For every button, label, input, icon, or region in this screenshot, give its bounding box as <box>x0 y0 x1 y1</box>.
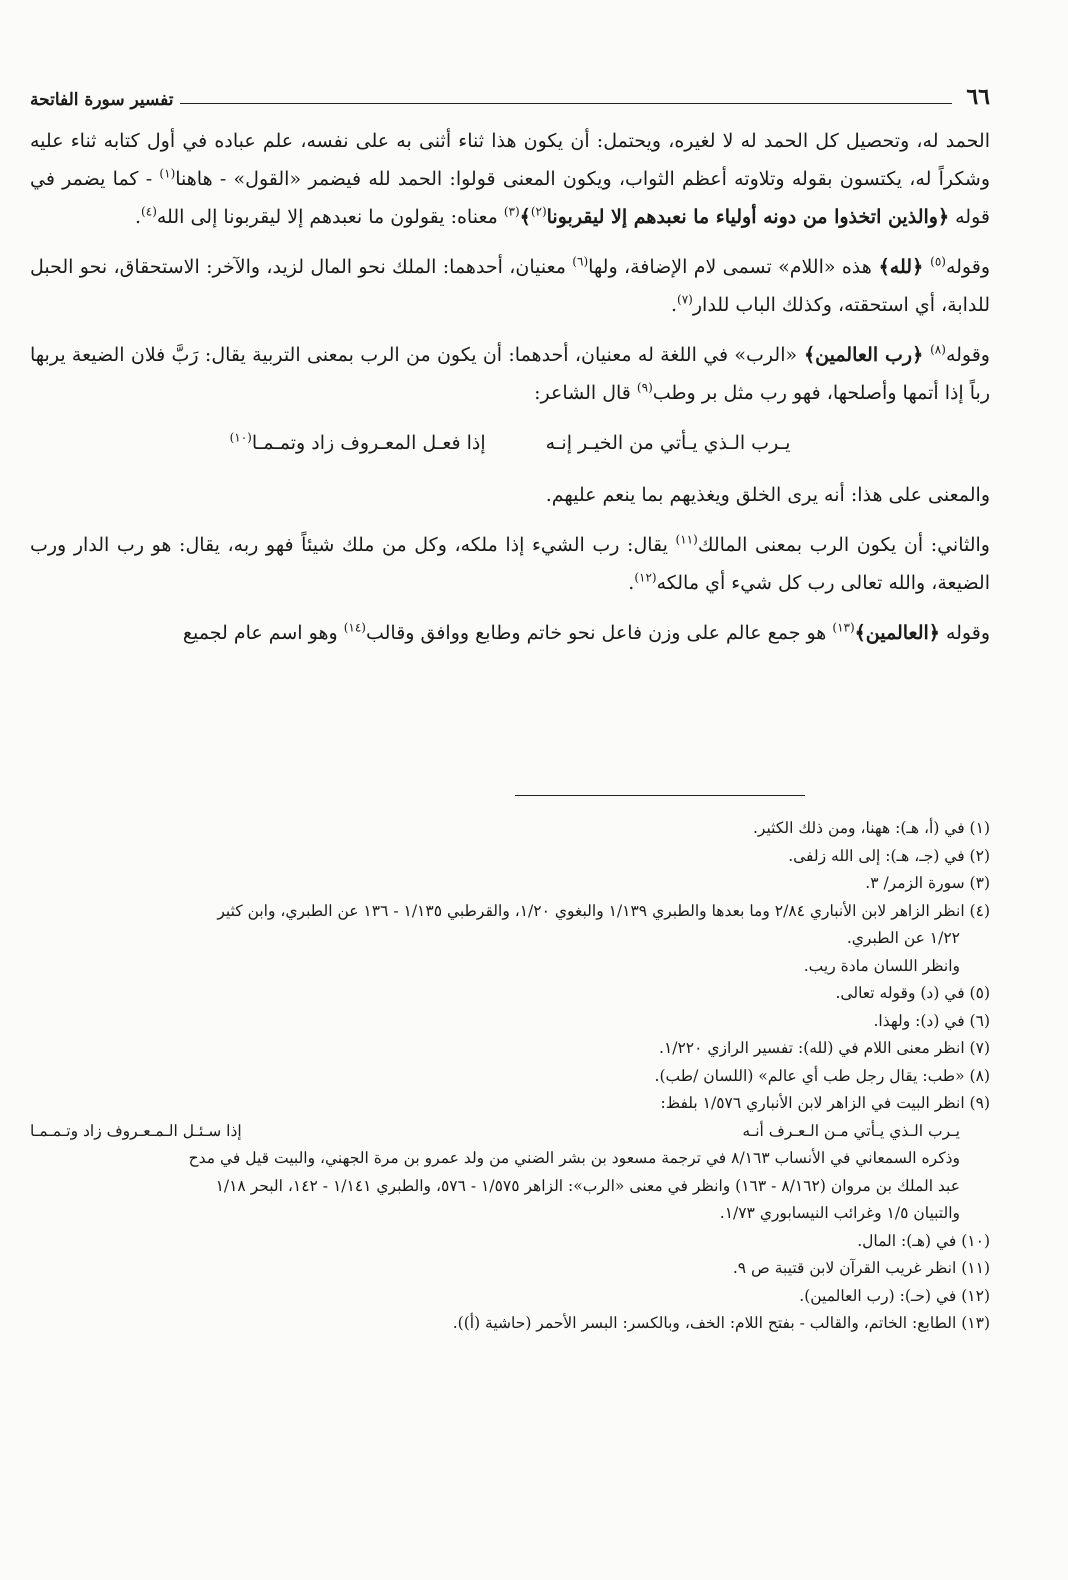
footnote-ref: (٤) <box>141 204 157 219</box>
footnote-ref: (٩) <box>636 380 653 395</box>
paragraph <box>30 526 990 602</box>
footnote: (٣) سورة الزمر/ ٣. <box>865 874 990 892</box>
text-run: والثاني: أن يكون الرب بمعنى المالك <box>697 534 990 556</box>
text-run: وقوله <box>939 622 990 644</box>
footnote-separator <box>515 795 805 796</box>
footnote: (٦) في (د): ولهذا. <box>873 1011 990 1030</box>
paragraph <box>30 248 990 324</box>
footnote-continuation: ١/٢٢ عن الطبري. <box>846 929 960 947</box>
text-run: «الرب» في اللغة له معنيان، أحدهما: أن يكون من الرب بمعنى التربية يقال: رَبَّ فلان الضيعة يربها رباً إذا أتمها وأصلحها، فهو رب مثل بر وطب <box>30 344 990 404</box>
text-run: يقال: رب الشيء إذا ملكه، وكل من ملك شيئاً فهو ربه، يقال: هو رب الدار ورب الضيعة، والله تعالى رب كل شيء أي مالكه <box>30 534 990 594</box>
footnote-ref: (٢) <box>530 204 547 219</box>
footnote-ref: (١١) <box>675 532 698 547</box>
verse-hemistich: يـرب الـذي يـأتي من الخيـر إنـه <box>545 432 791 454</box>
paragraph: والمعنى على هذا: أنه يرى الخلق ويغذيهم بما ينعم عليهم. <box>545 484 990 506</box>
verse-text: إذا فعـل المعـروف زاد وتمـمـا <box>251 432 486 454</box>
footnote-ref: (١٢) <box>634 570 657 585</box>
paragraph <box>30 336 990 412</box>
paragraph <box>30 614 990 652</box>
footnote-ref: (١٤) <box>343 620 366 635</box>
verse-hemistich-2 <box>230 424 486 462</box>
footnote-continuation: عبد الملك بن مروان (٨/١٦٢ - ١٦٣) وانظر في معنى «الرب»: الزاهر ١/٥٧٥ - ٥٧٦، والطبري ١/١٤١ - ١٤٢، البحر ١/١٨ <box>215 1176 960 1195</box>
footnote-ref: (٣) <box>503 204 520 219</box>
page-number: ٦٦ <box>966 84 990 110</box>
footnotes <box>30 815 990 1338</box>
page-header <box>30 70 990 110</box>
quran-quote: ﴿لله﴾ <box>871 256 931 278</box>
verse-hemistich: يـرب الـذي يـأتي مـن الـعـرف أنـه <box>742 1121 960 1140</box>
text-run: هو جمع عالم على وزن فاعل نحو خاتم وطابع ووافق وقالب <box>365 622 833 644</box>
text-run: وقوله <box>945 256 991 278</box>
quran-quote: ﴿رب العالمين﴾ <box>797 344 931 366</box>
paragraph <box>30 122 990 236</box>
footnote-ref: (١) <box>159 166 176 181</box>
footnote-continuation: وانظر اللسان مادة ريب. <box>803 956 960 975</box>
quran-quote: ﴿والذين اتخذوا من دونه أولياء ما نعبدهم إلا ليقربونا <box>546 206 950 228</box>
footnote-ref: (٧) <box>677 292 693 307</box>
footnote: (٨) «طب: يقال رجل طب أي عالم» (اللسان /طب). <box>654 1066 990 1085</box>
footnote-ref: (١٠) <box>229 430 252 445</box>
footnote-ref: (١٣) <box>832 620 855 635</box>
footnote: (٤) انظر الزاهر لابن الأنباري ٢/٨٤ وما بعدها والطبري ١/١٣٩ والبغوي ١/٢٠، والقرطبي ١/١٣٥ - ١٣٦ عن الطبري، وابن كثير <box>217 901 990 920</box>
footnote: (٩) انظر البيت في الزاهر لابن الأنباري ١/٥٧٦ بلفظ: <box>660 1094 990 1112</box>
header-rule <box>180 103 953 104</box>
footnote-ref: (٦) <box>572 254 589 269</box>
text-run: - كما يضمر في قوله <box>30 168 990 228</box>
footnote-verse <box>30 1118 990 1146</box>
verse-hemistich: إذا سـئـل الـمـعـروف زاد وتـمـمـا <box>30 1121 242 1140</box>
text-run: هذه «اللام» تسمى لام الإضافة، ولها <box>588 256 872 278</box>
text-run: معنيان، أحدهما: الملك نحو المال لزيد، والآخر: الاستحقاق، نحو الحبل للدابة، أي استحقته، وكذلك الباب للدار <box>30 256 990 316</box>
quran-quote-end: ﴾ <box>519 206 531 228</box>
footnote-ref: (٥) <box>930 254 946 269</box>
text-run: . <box>628 572 635 594</box>
text-run: معناه: يقولون ما نعبدهم إلا ليقربونا إلى الله <box>156 206 504 228</box>
footnote: (١٣) الطابع: الخاتم، والقالب - بفتح اللام: الخف، وبالكسر: البسر الأحمر (حاشية (أ)). <box>452 1314 990 1332</box>
text-run: . <box>135 206 142 228</box>
footnote-continuation: والتبيان ١/٥ وغرائب النيسابوري ١/٧٣. <box>719 1204 960 1222</box>
footnote: (١) في (أ، هـ): ههنا، ومن ذلك الكثير. <box>752 819 990 837</box>
text-run: قال الشاعر: <box>534 382 637 404</box>
text-run: وقوله <box>945 344 990 366</box>
poetry-verse <box>30 424 990 462</box>
footnote-ref: (٨) <box>930 342 946 357</box>
footnote: (٧) انظر معنى اللام في (لله): تفسير الرازي ١/٢٢٠. <box>659 1039 990 1057</box>
text-run: . <box>670 294 678 316</box>
quran-quote: ﴿العالمين﴾ <box>854 622 940 644</box>
main-text <box>30 122 990 664</box>
text-run: الحمد له، وتحصيل كل الحمد له لا لغيره، ويحتمل: أن يكون هذا ثناء أثنى به على نفسه، علم عباده في أول كتابه ثناء عليه وشكراً له، يكتسون بقوله وتلاوته أعظم الثواب، ويكون المعنى قولوا: الحمد لله فيضمر «القول» - هاهنا <box>30 130 990 190</box>
footnote: (١٢) في (حـ): (رب العالمين). <box>799 1286 990 1305</box>
footnote: (١١) انظر غريب القرآن لابن قتيبة ص ٩. <box>732 1259 990 1277</box>
footnote-continuation: وذكره السمعاني في الأنساب ٨/١٦٣ في ترجمة مسعود بن بشر الضني من ولد عمرو بن مرة الجهني، والبيت قيل في مدح <box>188 1149 960 1167</box>
footnote: (١٠) في (هـ): المال. <box>857 1231 990 1250</box>
footnote: (٢) في (جـ، هـ): إلى الله زلفى. <box>788 846 990 865</box>
text-run: وهو اسم عام لجميع <box>182 622 344 644</box>
footnote: (٥) في (د) وقوله تعالى. <box>835 984 990 1002</box>
running-title: تفسير سورة الفاتحة <box>30 90 174 110</box>
